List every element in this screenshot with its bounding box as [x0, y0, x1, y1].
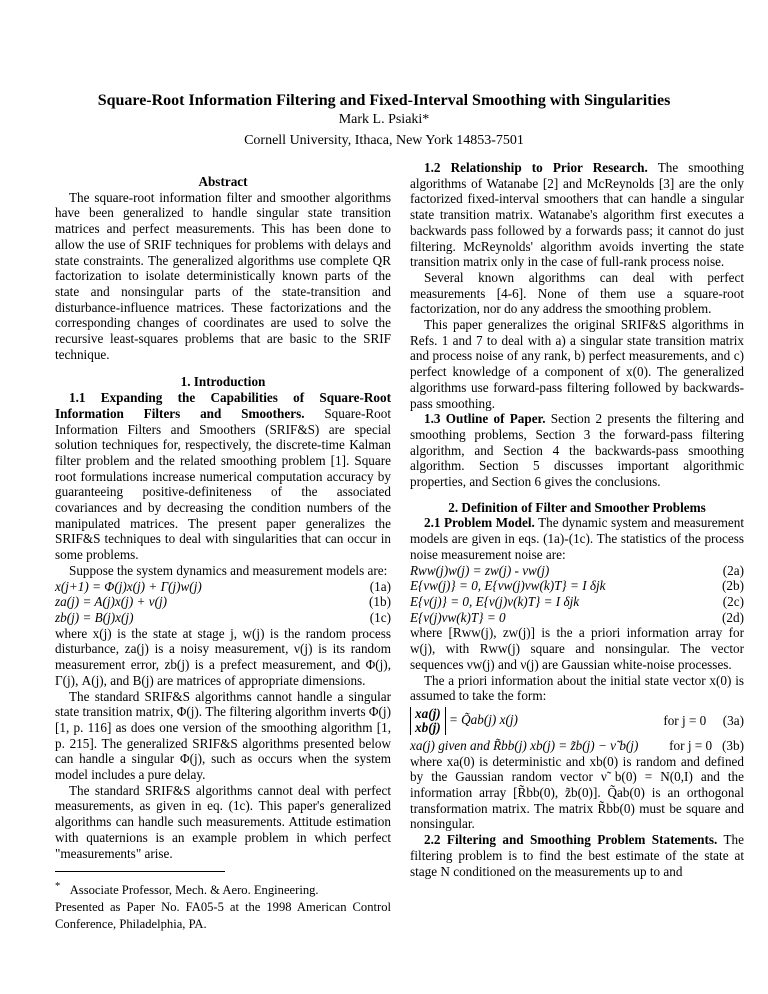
equation-2c: E{ν(j)} = 0, E{ν(j)ν(k)T} = I δjk (2c) — [410, 593, 744, 609]
suppose-paragraph: Suppose the system dynamics and measurement models are: — [69, 562, 388, 578]
standard-paragraph-1: The standard SRIF&S algorithms cannot handle a singular state transition matrix, Φ(j). The filtering algorithm inverts Φ(j) [1, p. 116] as does one version of the smoothing algorithm [1, p. 215]. The generalized SRIF&S algorithms presented below can handle a singular Φ(j), such as occurs when the system model includes a pure delay. — [55, 688, 391, 783]
section-1-3-paragraph: 1.3 Outline of Paper. Section 2 presents the filtering and smoothing problems, Section 3 the forward-pass filtering algorithm, and Section 4 the backwards-pass smoothing algorithm. Section 5 discusses important algorithmic properties, and Section 6 gives the conclusions. — [410, 411, 744, 490]
left-column — [55, 160, 391, 933]
equation-1a: x(j+1) = Φ(j)x(j) + Γ(j)w(j) (1a) — [55, 578, 391, 594]
where-paragraph: where x(j) is the state at stage j, w(j) is the random process disturbance, za(j) is a noisy measurement, ν(j) is its random measurement error, zb(j) is a prefect measurement, and Φ(j), Γ(j), A(j), and B(j) are matrices of appropriate dimensions. — [55, 625, 391, 688]
where-paragraph-3: where xa(0) is deterministic and xb(0) is random and defined by the Gaussian random vector ν̃ b(0) = N(0,I) and the information array [R̃bb(0), z̃b(0)]. Q̃ab(0) is an orthogonal transformation matrix. The matrix R̃bb(0) must be square and nonsingular. — [410, 753, 744, 832]
section-1-1-text: Square-Root Information Filters and Smoothers (SRIF&S) are special solution techniques for, respectively, the discrete-time Kalman filter problem and the related smoothing problem [1]. Square root formulations increase numerical computation accuracy by guaranteeing positive-definiteness of the associated covariances and by decreasing the condition numbers of the manipulated matrices. The present paper generalizes the SRIF&S techniques to deal with singularities that can occur in some problems. — [55, 405, 391, 563]
equation-1b: za(j) = A(j)x(j) + ν(j) (1b) — [55, 594, 391, 610]
equation-2a: Rww(j)w(j) = zw(j) - νw(j) (2a) — [410, 562, 744, 578]
equation-3a: xa(j) xb(j) = Q̃ab(j) x(j) for j = 0 (3a) — [410, 707, 744, 735]
section-1-1-paragraph — [55, 390, 391, 563]
footnote: * Associate Professor, Mech. & Aero. Engineering. Presented as Paper No. FA05-5 at the 1998 American Control Conference, Philadelphia, PA. — [55, 881, 391, 932]
where-paragraph-2: where [Rww(j), zw(j)] is the a priori information array for w(j), with Rww(j) square and nonsingular. The vector sequences νw(j) and ν(j) are Gaussian white-noise processes. — [410, 625, 744, 672]
section-1-1-heading: 1.1 Expanding the Capabilities of Square-Root Information Filters and Smoothers. — [55, 390, 391, 421]
equation-2d: E{ν(j)νw(k)T} = 0 (2d) — [410, 609, 744, 625]
footnote-divider — [55, 871, 225, 872]
section-2-2-heading: 2.2 Filtering and Smoothing Problem Statements. — [424, 832, 718, 848]
section-1-3-heading: 1.3 Outline of Paper. — [424, 411, 546, 427]
section-1-2-paragraph: 1.2 Relationship to Prior Research. The smoothing algorithms of Watanabe [2] and McReynolds [3] are the only factorized fixed-interval smoothers that can handle a singular state transition matrix. Watanabe's algorithm first executes a backwards pass followed by a forwards pass; it cannot do just filtering. McReynolds' algorithm avoids inverting the state transition matrix only in the case of full-rank process noise. — [410, 160, 744, 270]
standard-paragraph-2: The standard SRIF&S algorithms cannot deal with perfect measurements, as given in eq. (1c). This paper's generalized algorithms can handle such measurements. Attitude estimation with quaternions is an example problem in which perfect "measurements" arise. — [55, 782, 391, 861]
several-paragraph: Several known algorithms can deal with perfect measurements [4-6]. None of them use a square-root factorization, nor do any address the smoothing problem. — [410, 269, 744, 317]
equation-1c: zb(j) = B(j)x(j) (1c) — [55, 609, 391, 625]
section-1-2-heading: 1.2 Relationship to Prior Research. — [424, 160, 648, 175]
section-2-2-paragraph: 2.2 Filtering and Smoothing Problem Statements. The filtering problem is to find the best estimate of the state at stage N conditioned on the measurements up to and — [410, 832, 744, 879]
paper-title: Square-Root Information Filtering and Fixed-Interval Smoothing with Singularities — [97, 92, 671, 109]
apriori-paragraph: The a priori information about the initial state vector x(0) is assumed to take the form: — [410, 672, 744, 704]
state-partition-vector: xa(j) xb(j) — [410, 707, 446, 735]
abstract-heading: Abstract — [198, 174, 248, 189]
affiliation-line: Cornell University, Ithaca, New York 14853-7501 — [244, 133, 524, 148]
abstract-text: The square-root information filter and smoother algorithms have been generalized to handle singular state transition matrices and perfect measurements. This has been done to allow the use of SRIF techniques for problems with delays and state constraints. The generalized algorithms use complete QR factorization to isolate deterministically known parts of the state and nonsingular parts of the state-transition and disturbance-influence matrices. These factorizations and the corresponding changes of coordinates are used to solve the recursive least-squares problems that are basic to the SRIF technique. — [55, 189, 391, 362]
author-line: Mark L. Psiaki* — [338, 112, 430, 127]
right-column — [410, 160, 744, 879]
section-2-1-heading: 2.1 Problem Model. — [424, 515, 535, 531]
generalizes-paragraph: This paper generalizes the original SRIF&S algorithms in Refs. 1 and 7 to deal with a) a singular state transition matrix and process noise of any rank, b) perfect measurements, and c) perfect knowledge of a component of x(0). The generalized algorithms use forward-pass filtering followed by backwards-pass smoothing. — [410, 317, 744, 411]
equation-2b: E{νw(j)} = 0, E{νw(j)νw(k)T} = I δjk (2b) — [410, 578, 744, 594]
section-2-1-paragraph: 2.1 Problem Model. The dynamic system and measurement models are given in eqs. (1a)-(1c). The statistics of the process noise measurement noise are: — [410, 515, 745, 562]
equation-3b: xa(j) given and R̃bb(j) xb(j) = z̃b(j) − ν̃ b(j) for j = 0 (3b) — [410, 737, 744, 753]
section-2-heading: 2. Definition of Filter and Smoother Problems — [448, 499, 706, 515]
section-1-heading: 1. Introduction — [180, 374, 266, 390]
